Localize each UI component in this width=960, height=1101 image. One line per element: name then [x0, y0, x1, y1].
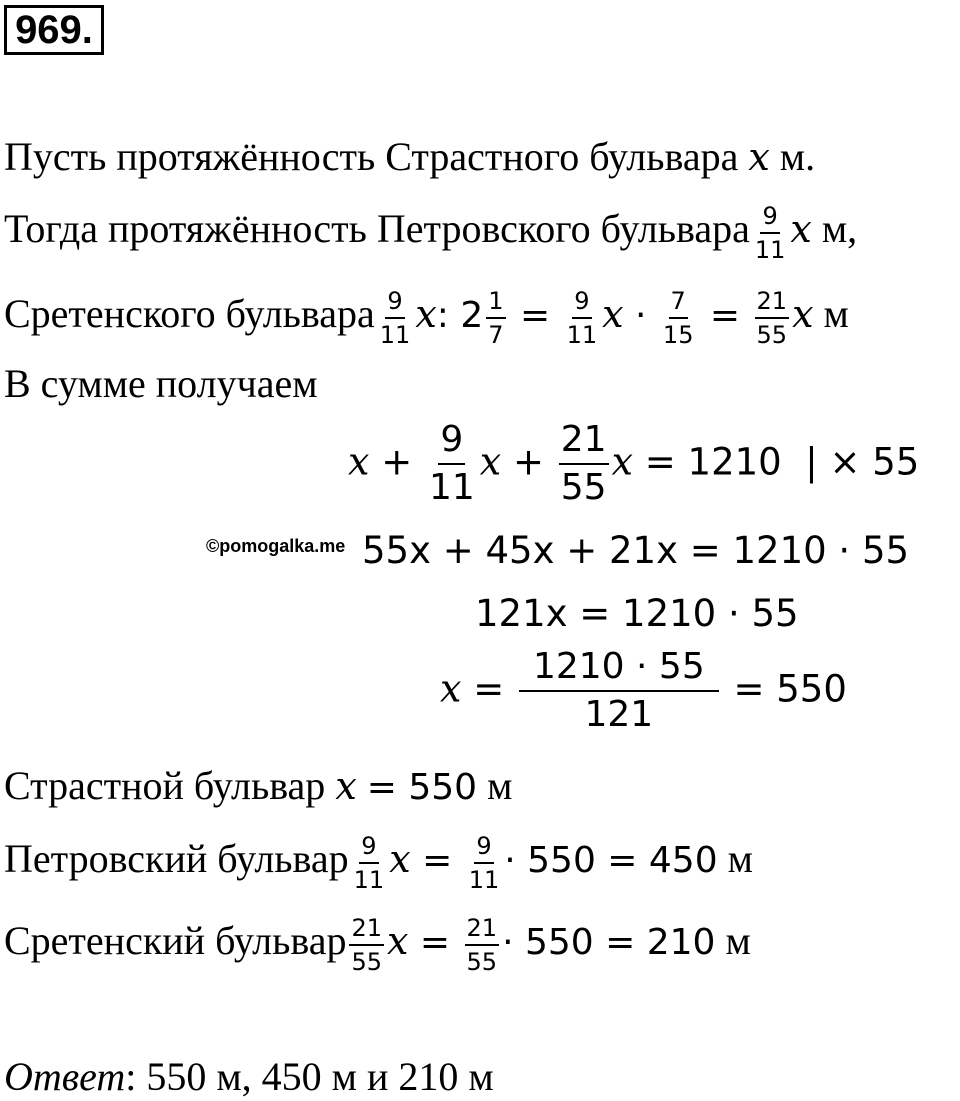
- variable-x: x: [748, 135, 770, 179]
- equation-4: [440, 647, 847, 735]
- fraction-denominator: 55: [560, 467, 607, 508]
- fraction-9-11: [565, 288, 600, 348]
- fraction-numerator: 9: [572, 288, 591, 319]
- fraction-9-11: [352, 833, 387, 893]
- intro-line-1: [4, 133, 815, 181]
- fraction-numerator: 1: [486, 288, 505, 319]
- fraction-numerator: 9: [760, 203, 779, 234]
- fraction-numerator: 21: [559, 420, 609, 465]
- equals-sign: =: [698, 295, 752, 337]
- fraction-7-15: [661, 288, 696, 348]
- fraction-numerator: 7: [669, 288, 688, 319]
- intro-line-4: В сумме получаем: [4, 361, 318, 406]
- fraction-1-7: [486, 288, 505, 348]
- problem-number: 969.: [4, 5, 104, 55]
- result-2-value: · 550 = 450: [504, 840, 718, 882]
- variable-x: x: [602, 292, 624, 337]
- variable-x: x: [792, 292, 814, 337]
- fraction-numerator: 9: [385, 288, 404, 319]
- answer-label: Ответ: [4, 1054, 126, 1099]
- plus-sign: +: [369, 440, 424, 484]
- fraction-denominator: 7: [488, 321, 504, 349]
- colon-sign: :: [436, 295, 461, 337]
- equals-sign: =: [408, 922, 462, 964]
- plus-sign: +: [501, 440, 556, 484]
- equation-4-rhs: = 550: [733, 667, 847, 711]
- fraction-9-11: [753, 203, 788, 263]
- variable-x: x: [389, 837, 411, 882]
- equals-sign: =: [508, 295, 562, 337]
- fraction-denominator: 11: [353, 866, 385, 894]
- result-3-label: Сретенский бульвар: [4, 918, 347, 964]
- fraction-denominator: 11: [566, 321, 598, 349]
- result-1-label: Страстной бульвар: [4, 763, 326, 808]
- result-3-value: · 550 = 210: [502, 922, 716, 964]
- answer-line: [4, 1053, 494, 1101]
- variable-x: x: [348, 439, 370, 484]
- fraction-numerator: 1210 · 55: [519, 647, 719, 692]
- intro-line-1-text: Пусть протяжённость Страстного бульвара: [4, 134, 739, 179]
- variable-x: x: [415, 292, 437, 337]
- mixed-number-whole: 2: [460, 295, 484, 337]
- result-line-3: [4, 915, 751, 975]
- fraction-9-11: [378, 288, 413, 348]
- answer-text: : 550 м, 450 м и 210 м: [125, 1054, 494, 1099]
- fraction-numerator: 21: [349, 915, 384, 946]
- result-unit: м: [725, 918, 751, 964]
- intro-line-3-unit: м: [823, 291, 849, 337]
- result-1-value: = 550: [366, 767, 478, 808]
- equation-1: [348, 420, 919, 508]
- fraction-9-11: [427, 420, 477, 508]
- equals-sign: =: [461, 667, 516, 711]
- intro-line-3: [4, 288, 849, 348]
- fraction-denominator: 55: [466, 948, 498, 976]
- fraction-21-55: [755, 288, 790, 348]
- multiply-dot: ·: [623, 295, 658, 337]
- variable-x: x: [790, 207, 812, 252]
- intro-line-2-unit: м,: [821, 206, 858, 252]
- fraction-denominator: 11: [379, 321, 411, 349]
- intro-line-2-text: Тогда протяжённость Петровского бульвара: [4, 206, 750, 252]
- fraction-denominator: 11: [468, 866, 500, 894]
- variable-x: x: [479, 439, 502, 484]
- result-unit: м: [487, 763, 513, 808]
- result-line-1: [4, 762, 512, 812]
- fraction-numerator: 9: [474, 833, 493, 864]
- fraction-9-11: [467, 833, 502, 893]
- variable-x: x: [387, 919, 409, 964]
- fraction-denominator: 11: [428, 467, 475, 508]
- fraction-numerator: 21: [465, 915, 500, 946]
- equation-1-rhs: = 1210 | × 55: [644, 440, 920, 484]
- equals-sign: =: [410, 840, 464, 882]
- equation-3: 121x = 1210 · 55: [475, 592, 799, 635]
- fraction-denominator: 55: [756, 321, 788, 349]
- fraction-numerator: 9: [359, 833, 378, 864]
- variable-x: x: [440, 666, 462, 711]
- fraction-denominator: 11: [754, 236, 786, 264]
- watermark: ©pomogalka.me: [206, 536, 346, 556]
- fraction-numerator: 21: [755, 288, 790, 319]
- result-2-label: Петровский бульвар: [4, 836, 349, 882]
- fraction-21-55: [465, 915, 500, 975]
- fraction-denominator: 121: [584, 694, 654, 735]
- intro-line-2: [4, 203, 857, 263]
- fraction-numerator: 9: [438, 420, 465, 465]
- intro-line-1-unit: м.: [779, 134, 816, 179]
- fraction-21-55: [559, 420, 609, 508]
- fraction-21-55: [349, 915, 384, 975]
- intro-line-3-text: Сретенского бульвара: [4, 291, 375, 337]
- fraction-denominator: 15: [662, 321, 694, 349]
- fraction-denominator: 55: [351, 948, 383, 976]
- result-line-2: [4, 833, 753, 893]
- variable-x: x: [335, 764, 357, 808]
- result-unit: м: [727, 836, 753, 882]
- equation-2: 55x + 45x + 21x = 1210 · 55: [362, 529, 910, 572]
- variable-x: x: [611, 439, 633, 484]
- fraction-big: [519, 647, 719, 735]
